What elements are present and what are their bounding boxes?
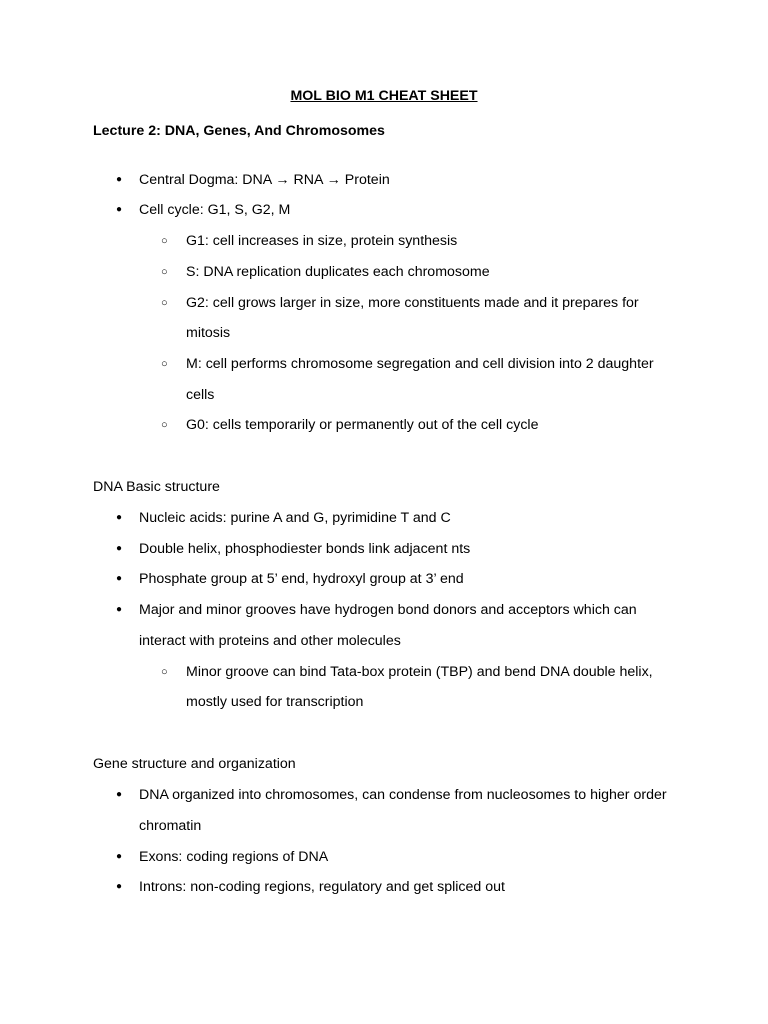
- bullet-icon: ●: [116, 881, 123, 892]
- bullet-icon: ●: [116, 543, 123, 554]
- sub-bullet-icon: ○: [161, 666, 168, 678]
- list-item: Phosphate group at 5’ end, hydroxyl group at 3’ end: [139, 571, 464, 587]
- lecture-heading: Lecture 2: DNA, Genes, And Chromosomes: [93, 123, 385, 139]
- sub-bullet-icon: ○: [161, 358, 168, 370]
- bullet-icon: ●: [116, 851, 123, 862]
- sub-list-item-continuation: mostly used for transcription: [186, 694, 364, 710]
- sub-list-item: G0: cells temporarily or permanently out of the cell cycle: [186, 417, 539, 433]
- bullet-icon: ●: [116, 204, 123, 215]
- list-item: Cell cycle: G1, S, G2, M: [139, 202, 291, 218]
- bullet-icon: ●: [116, 512, 123, 523]
- sub-list-item: Minor groove can bind Tata-box protein (TBP) and bend DNA double helix,: [186, 664, 653, 680]
- bullet-icon: ●: [116, 604, 123, 615]
- sub-bullet-icon: ○: [161, 266, 168, 278]
- list-item: DNA organized into chromosomes, can condense from nucleosomes to higher order: [139, 787, 667, 803]
- list-item: Exons: coding regions of DNA: [139, 849, 329, 865]
- bullet-icon: ●: [116, 789, 123, 800]
- sub-list-item-continuation: mitosis: [186, 325, 231, 341]
- bullet-icon: ●: [116, 174, 123, 185]
- list-item: Nucleic acids: purine A and G, pyrimidine T and C: [139, 510, 451, 526]
- section-heading-gene-structure: Gene structure and organization: [93, 756, 296, 772]
- list-item: Introns: non-coding regions, regulatory and get spliced out: [139, 879, 505, 895]
- sub-list-item-continuation: cells: [186, 387, 215, 403]
- sub-bullet-icon: ○: [161, 419, 168, 431]
- sub-list-item: G2: cell grows larger in size, more constituents made and it prepares for: [186, 295, 639, 311]
- sub-bullet-icon: ○: [161, 297, 168, 309]
- sub-list-item: S: DNA replication duplicates each chromosome: [186, 264, 490, 280]
- sub-list-item: G1: cell increases in size, protein synthesis: [186, 233, 458, 249]
- bullet-icon: ●: [116, 573, 123, 584]
- list-item: Central Dogma: DNA → RNA → Protein: [139, 172, 390, 188]
- page-title: MOL BIO M1 CHEAT SHEET: [290, 88, 478, 104]
- list-item: Major and minor grooves have hydrogen bond donors and acceptors which can: [139, 602, 637, 618]
- list-item-continuation: interact with proteins and other molecules: [139, 633, 401, 649]
- list-item: Double helix, phosphodiester bonds link adjacent nts: [139, 541, 471, 557]
- list-item-continuation: chromatin: [139, 818, 202, 834]
- sub-bullet-icon: ○: [161, 235, 168, 247]
- sub-list-item: M: cell performs chromosome segregation and cell division into 2 daughter: [186, 356, 654, 372]
- section-heading-dna-structure: DNA Basic structure: [93, 479, 220, 495]
